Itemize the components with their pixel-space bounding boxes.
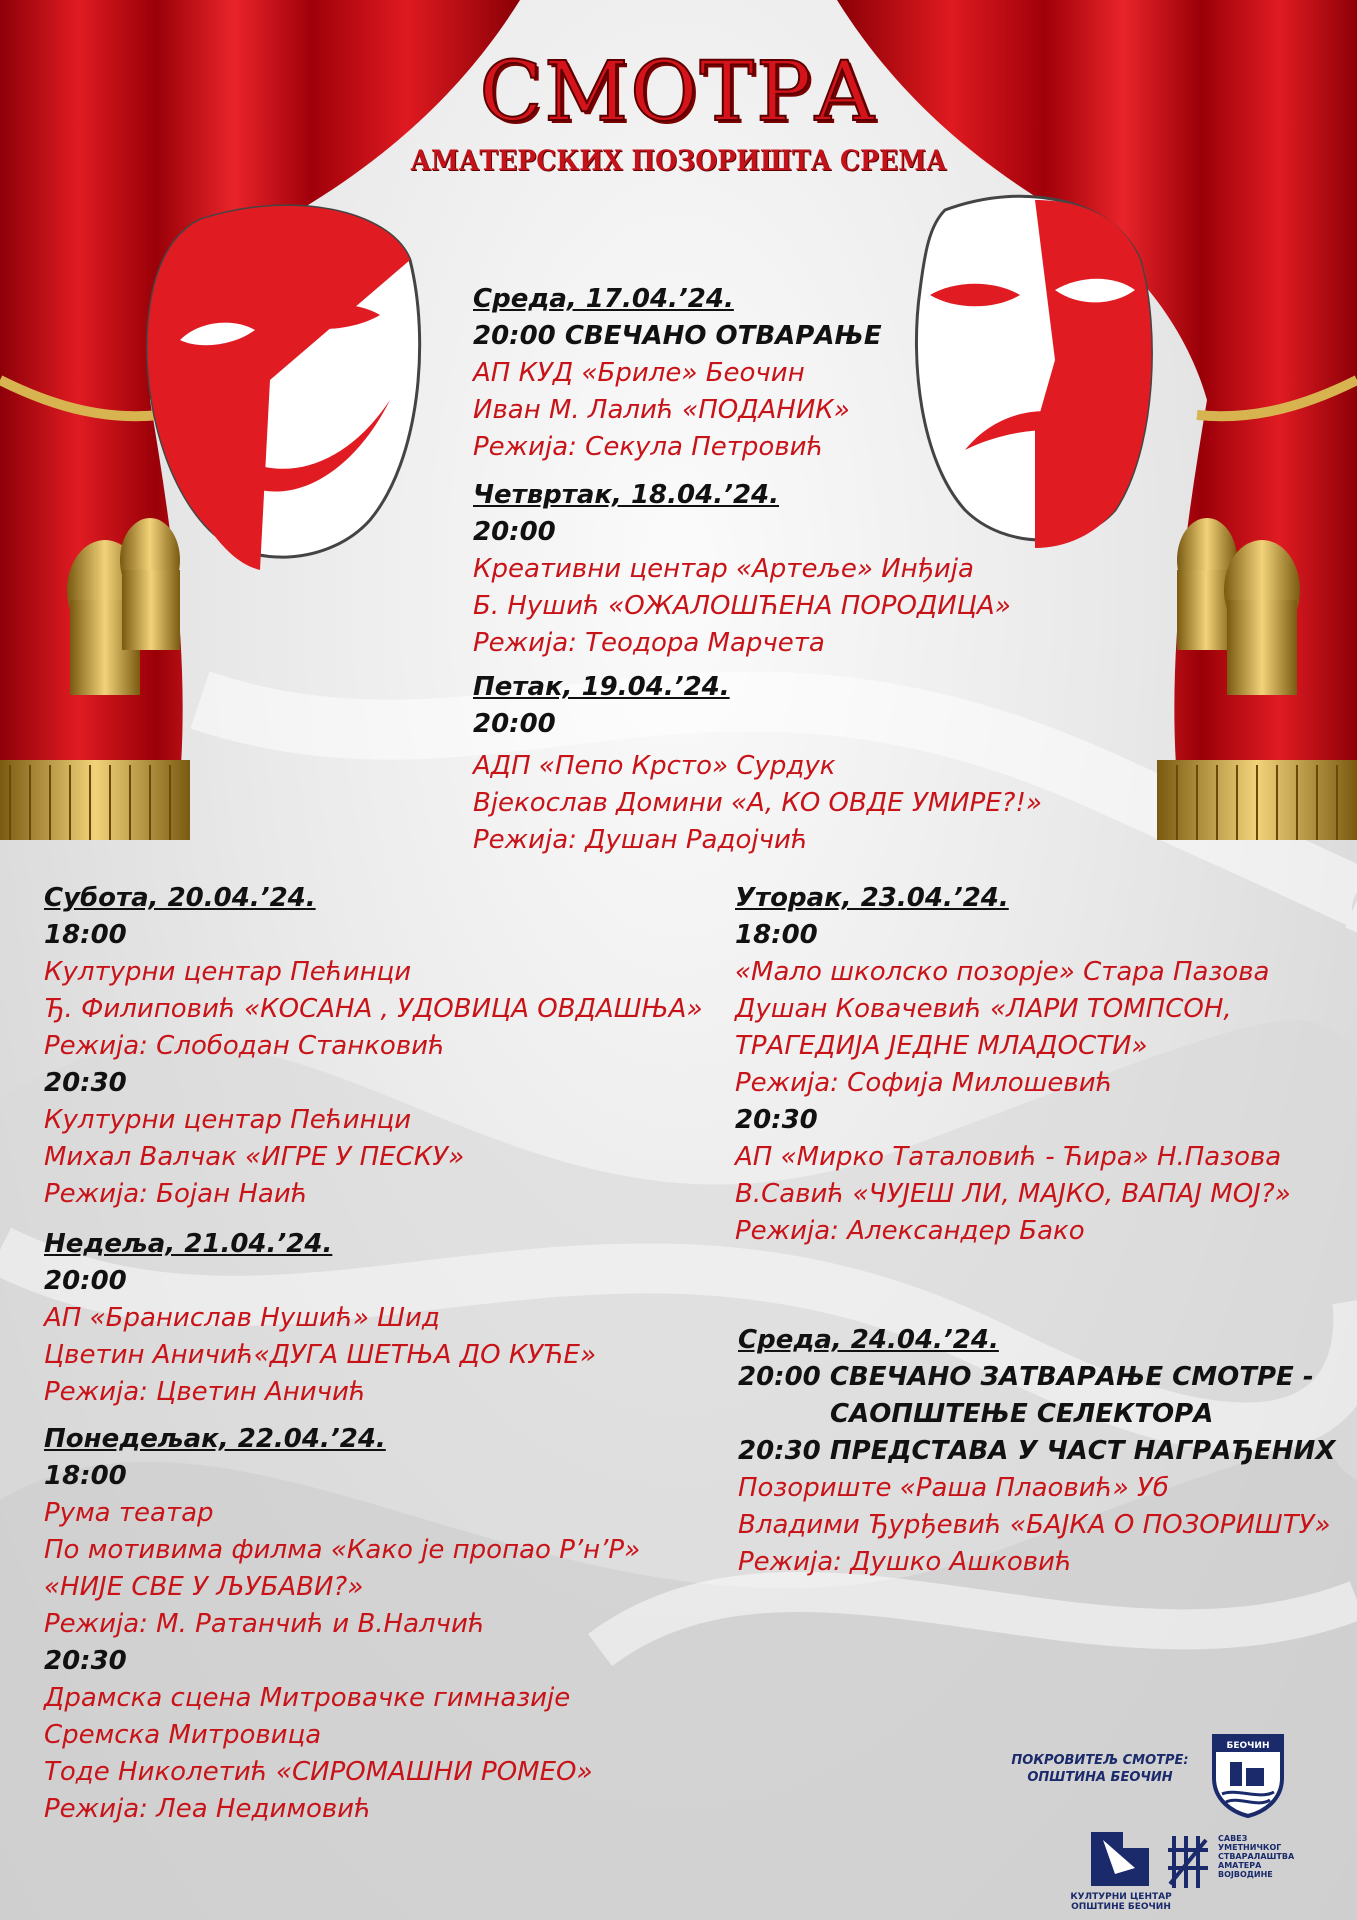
show-line: Режија: Цветин Аничић	[44, 1377, 366, 1407]
schedule-sunday	[44, 1226, 596, 1411]
show-line: ТРАГЕДИЈА ЈЕДНЕ МЛАДОСТИ»	[735, 1031, 1148, 1061]
show-line: Културни центар Пећинци	[44, 957, 412, 987]
sponsor-line: ПОКРОВИТЕЉ СМОТРЕ:	[1011, 1753, 1189, 1768]
logo-line: УМЕТНИЧКОГ	[1218, 1843, 1282, 1852]
logo-line: КУЛТУРНИ ЦЕНТАР	[1070, 1892, 1172, 1902]
closing-line: 20:30 ПРЕДСТАВА У ЧАСТ НАГРАЂЕНИХ	[738, 1436, 1336, 1466]
logo-line: СТВАРАЛАШТВА	[1218, 1852, 1295, 1861]
show-time: 20:00	[44, 1266, 127, 1296]
show-time: 18:00	[44, 1461, 127, 1491]
show-line: Иван М. Лалић «ПОДАНИК»	[473, 395, 850, 425]
show-time: 20:00	[473, 517, 556, 547]
show-line: Режија: Слободан Станковић	[44, 1031, 445, 1061]
closing-line: 20:00 СВЕЧАНО ЗАТВАРАЊЕ СМОТРЕ -	[738, 1362, 1314, 1392]
show-line: «Мало школско позорје» Стара Пазова	[735, 957, 1270, 987]
show-line: Б. Нушић «ОЖАЛОШЋЕНА ПОРОДИЦА»	[473, 591, 1011, 621]
show-line: Режија: Секула Петровић	[473, 432, 824, 462]
show-line: Вјекослав Домини «А, КО ОВДЕ УМИРЕ?!»	[473, 788, 1042, 818]
show-line: Режија: Теодора Марчета	[473, 628, 825, 658]
kulturni-centar-text	[1066, 1892, 1176, 1912]
day-heading: Уторак, 23.04.’24.	[735, 883, 1009, 913]
beocin-crest-icon	[1208, 1730, 1288, 1818]
show-line: Режија: Бојан Наић	[44, 1179, 308, 1209]
show-line: Режија: М. Ратанчић и В.Налчић	[44, 1609, 485, 1639]
schedule-saturday	[44, 880, 703, 1213]
kulturni-centar-logo-icon	[1083, 1828, 1158, 1890]
savez-text	[1218, 1834, 1293, 1879]
show-line: Режија: Душко Ашковић	[738, 1547, 1072, 1577]
show-time: 20:30	[44, 1068, 127, 1098]
show-time: 18:00	[735, 920, 818, 950]
show-line: Сремска Митровица	[44, 1720, 322, 1750]
show-line: АП КУД «Бриле» Беочин	[473, 358, 805, 388]
show-line: Рума театар	[44, 1498, 214, 1528]
schedule-wednesday-closing	[738, 1322, 1335, 1581]
closing-line: САОПШТЕЊЕ СЕЛЕКТОРА	[830, 1399, 1214, 1429]
show-line: Цветин Аничић«ДУГА ШЕТЊА ДО КУЋЕ»	[44, 1340, 597, 1370]
show-line: В.Савић «ЧУЈЕШ ЛИ, МАЈКО, ВАПАЈ МОЈ?»	[735, 1179, 1291, 1209]
beocin-crest-label: БЕОЧИН	[1226, 1741, 1270, 1751]
logo-line: САВЕЗ	[1218, 1834, 1248, 1843]
show-line: Владими Ђурђевић «БАЈКА О ПОЗОРИШТУ»	[738, 1510, 1331, 1540]
savez-logo-icon	[1166, 1832, 1216, 1892]
schedule-thursday	[473, 477, 1011, 662]
day-heading: Субота, 20.04.’24.	[44, 883, 316, 913]
logo-line: ОПШТИНЕ БЕОЧИН	[1071, 1902, 1171, 1912]
day-heading: Четвртак, 18.04.’24.	[473, 480, 780, 510]
day-heading: Понедељак, 22.04.’24.	[44, 1424, 386, 1454]
show-line: Драмска сцена Митровачке гимназије	[44, 1683, 571, 1713]
comedy-mask-icon	[140, 200, 430, 570]
show-time: 20:00	[473, 709, 556, 739]
show-line: Режија: Душан Радојчић	[473, 825, 808, 855]
schedule-friday	[473, 669, 1042, 859]
show-line: Режија: Леа Недимовић	[44, 1794, 372, 1824]
show-line: Тоде Николетић «СИРОМАШНИ РОМЕО»	[44, 1757, 593, 1787]
show-line: По мотивима филма «Како је пропао Р’н’Р»	[44, 1535, 641, 1565]
show-time: 20:30	[44, 1646, 127, 1676]
show-line: Душан Ковачевић «ЛАРИ ТОМПСОН,	[735, 994, 1232, 1024]
show-line: АДП «Пепо Крсто» Сурдук	[473, 751, 836, 781]
show-line: Позориште «Раша Плаовић» Уб	[738, 1473, 1169, 1503]
sponsor-line: ОПШТИНА БЕОЧИН	[1027, 1770, 1173, 1785]
schedule-monday	[44, 1421, 640, 1828]
logo-line: АМАТЕРА	[1218, 1861, 1262, 1870]
logo-line: ВОЈВОДИНЕ	[1218, 1870, 1273, 1879]
show-line: Михал Валчак «ИГРЕ У ПЕСКУ»	[44, 1142, 465, 1172]
schedule-tuesday	[735, 880, 1291, 1250]
show-line: Ђ. Филиповић «КОСАНА , УДОВИЦА ОВДАШЊА»	[44, 994, 703, 1024]
day-heading: Недеља, 21.04.’24.	[44, 1229, 333, 1259]
show-time: 18:00	[44, 920, 127, 950]
show-line: Режија: Александер Бако	[735, 1216, 1085, 1246]
show-line: Режија: Софија Милошевић	[735, 1068, 1113, 1098]
show-line: Креативни центар «Артеље» Инђија	[473, 554, 974, 584]
sponsor-text	[1010, 1752, 1190, 1786]
poster-subtitle: АМАТЕРСКИХ ПОЗОРИШТА СРЕМА	[410, 144, 947, 177]
show-line: Културни центар Пећинци	[44, 1105, 412, 1135]
show-line: АП «Мирко Таталовић - Ћира» Н.Пазова	[735, 1142, 1282, 1172]
day-heading: Среда, 17.04.’24.	[473, 284, 734, 314]
day-heading: Петак, 19.04.’24.	[473, 672, 730, 702]
show-time: 20:00 СВЕЧАНО ОТВАРАЊЕ	[473, 321, 882, 351]
show-line: АП «Бранислав Нушић» Шид	[44, 1303, 440, 1333]
day-heading: Среда, 24.04.’24.	[738, 1325, 999, 1355]
poster-title: СМОТРА	[479, 45, 878, 140]
show-line: «НИЈЕ СВЕ У ЉУБАВИ?»	[44, 1572, 364, 1602]
schedule-wednesday-opening	[473, 281, 882, 466]
show-time: 20:30	[735, 1105, 818, 1135]
